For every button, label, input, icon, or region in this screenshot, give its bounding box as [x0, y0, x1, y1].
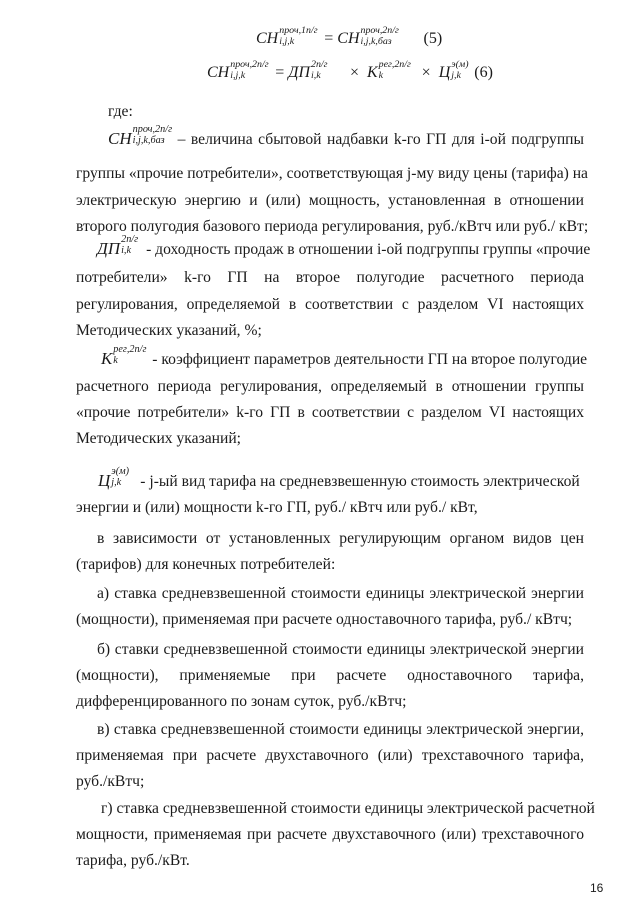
formula-6-times-2: ×	[421, 64, 431, 81]
formula-6-term-ts: Ц э(м) j,k	[438, 58, 469, 82]
definition-dp-line-4: Методических указаний, %;	[76, 322, 262, 339]
item-a-line-1: а) ставка средневзвешенной стоимости единицы электрической энергии	[97, 585, 584, 602]
page-number: 16	[590, 881, 604, 895]
formula-6-number: (6)	[474, 64, 493, 81]
formula-6	[207, 58, 493, 82]
definition-sn-line-1: СН проч,2п/г i,j,k,баз – величина сбытовой надбавки k-го ГП для i-ой подгруппы	[108, 123, 584, 148]
item-v-line-3: руб./кВтч;	[76, 773, 145, 790]
definition-k-line-4: Методических указаний;	[76, 430, 242, 447]
item-v-line-1: в) ставка средневзвешенной стоимости единицы электрической энергии,	[97, 721, 584, 738]
dependence-line-2: (тарифов) для конечных потребителей:	[76, 556, 336, 573]
where-label: где:	[108, 103, 133, 120]
definition-dp-line-3: регулирования, определяемой в соответствии с разделом VI настоящих	[76, 296, 584, 313]
definition-ts-line-1: Ц э(м) j,k - j-ый вид тарифа на средневзвешенную стоимость электрической	[98, 465, 580, 490]
definition-sn-line-2: группы «прочие потребители», соответствующая j-му виду цены (тарифа) на	[76, 165, 588, 182]
symbol-ts: Ц э(м) j,k	[98, 465, 130, 490]
definition-sn-line-4: второго полугодия базового периода регулирования, руб./кВтч или руб./ кВт;	[76, 218, 589, 235]
formula-5-number: (5)	[423, 30, 443, 47]
formula-6-term-k: К рег,2п/г k	[367, 58, 411, 82]
formula-6-equals: =	[275, 64, 285, 81]
formula-5-lhs: СН проч,1п/г i,j,k	[256, 24, 318, 48]
formula-5-equals: =	[324, 30, 334, 47]
definition-dp-line-1: ДП 2п/г i,k - доходность продаж в отношении i-ой подгруппы группы «прочие	[97, 233, 591, 258]
dependence-line-1: в зависимости от установленных регулирующим органом видов цен	[97, 530, 584, 547]
symbol-k: К рег,2п/г k	[101, 343, 147, 368]
item-g-line-2: мощности, применяемая при расчете двухставочного (или) трехставочного	[76, 826, 584, 843]
formula-6-lhs: СН проч,2п/г i,j,k	[207, 58, 269, 82]
formula-5	[256, 24, 443, 48]
definition-k-line-1: К рег,2п/г k - коэффициент параметров деятельности ГП на второе полугодие	[101, 343, 588, 368]
formula-6-times-1: ×	[350, 64, 360, 81]
item-b-line-1: б) ставки средневзвешенной стоимости единицы электрической энергии	[97, 641, 584, 658]
symbol-dp: ДП 2п/г i,k	[97, 233, 139, 258]
formula-5-rhs: СН проч,2п/г i,j,k,баз	[337, 24, 399, 48]
item-b-line-3: дифференцированного по зонам суток, руб./кВтч;	[76, 693, 407, 710]
definition-sn-line-3: электрическую энергию и (или) мощность, установленная в отношении	[76, 192, 584, 209]
item-g-line-3: тарифа, руб./кВт.	[76, 852, 190, 869]
item-b-line-2: (мощности), применяемые при расчете одноставочного тарифа,	[76, 667, 584, 684]
definition-dp-line-2: потребители» k-го ГП на второе полугодие расчетного периода	[76, 269, 584, 286]
item-g-line-1: г) ставка средневзвешенной стоимости единицы электрической расчетной	[101, 800, 595, 817]
symbol-sn: СН проч,2п/г i,j,k,баз	[108, 123, 173, 148]
item-v-line-2: применяемая при расчете двухставочного (или) трехставочного тарифа,	[76, 747, 584, 764]
item-a-line-2: (мощности), применяемая при расчете одноставочного тарифа, руб./ кВтч;	[76, 611, 573, 628]
formula-6-term-dp: ДП 2п/г i,k	[288, 58, 328, 82]
definition-ts-line-2: энергии и (или) мощности k-го ГП, руб./ кВтч или руб./ кВт,	[76, 499, 478, 516]
definition-k-line-3: «прочие потребители» k-го ГП в соответствии с разделом VI настоящих	[76, 404, 584, 421]
definition-k-line-2: расчетного периода регулирования, определяемый в отношении группы	[76, 378, 584, 395]
